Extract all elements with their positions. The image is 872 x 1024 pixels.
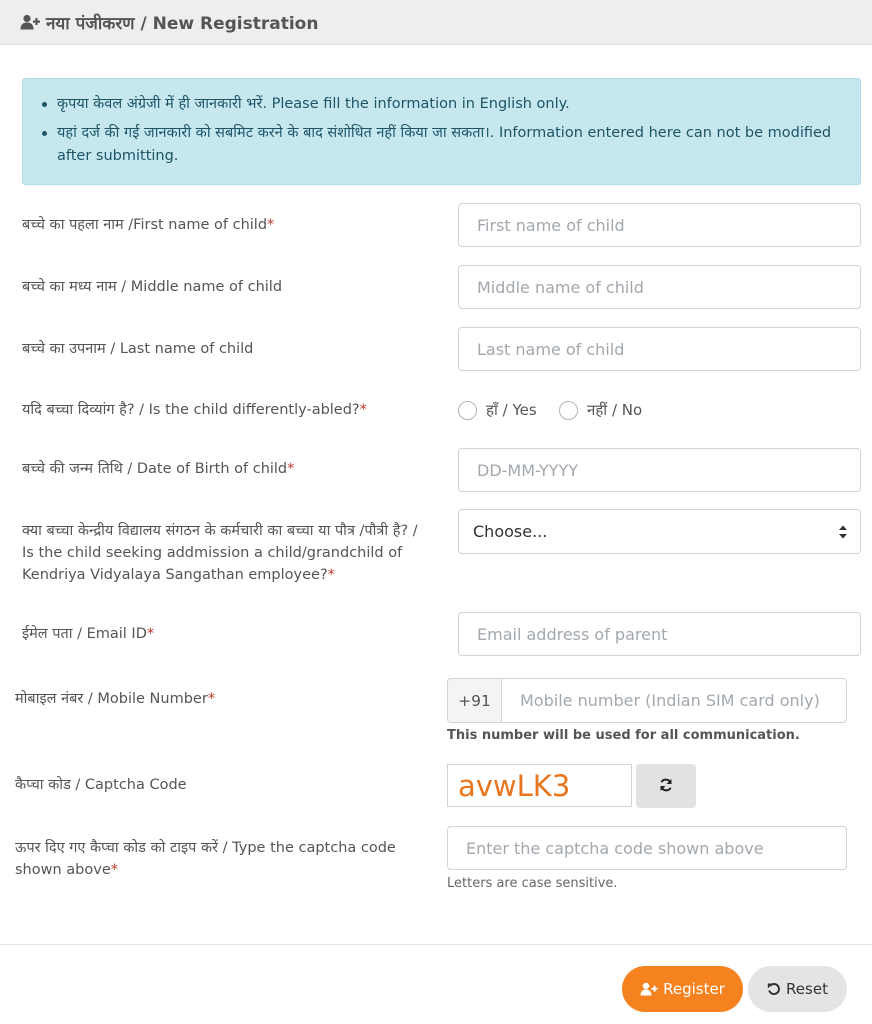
radio-no-circle[interactable] — [559, 401, 578, 420]
mobile-input[interactable] — [501, 678, 847, 723]
footer-divider — [0, 944, 872, 945]
captcha-input[interactable] — [447, 826, 847, 870]
kvs-child-select[interactable] — [458, 509, 861, 554]
captcha-label: कैप्चा कोड / Captcha Code — [15, 777, 187, 793]
add-user-icon — [20, 14, 40, 30]
radio-yes-circle[interactable] — [458, 401, 477, 420]
middle-name-label: बच्चे का मध्य नाम / Middle name of child — [22, 279, 283, 295]
dob-input[interactable] — [458, 448, 861, 492]
captcha-input-label: ऊपर दिए गए कैप्चा कोड को टाइप करें / Type the captcha code shown above* — [15, 840, 396, 878]
register-button[interactable] — [622, 966, 743, 1012]
add-user-icon — [640, 982, 658, 996]
radio-no-label: नहीं / No — [587, 401, 643, 419]
mobile-help-text: This number will be used for all communication. — [447, 728, 800, 743]
last-name-label: बच्चे का उपनाम / Last name of child — [22, 341, 254, 357]
kvs-child-label: क्या बच्चा केन्द्रीय विद्यालय संगठन के कर्मचारी का बच्चा या पौत्र /पौत्री है? / Is the child seeking addmission a child/grandchild of Kendriya Vidyalaya Sangathan employee?* — [22, 523, 418, 583]
email-input[interactable] — [458, 612, 861, 656]
radio-yes[interactable] — [458, 400, 537, 420]
page-title: नया पंजीकरण / New Registration — [46, 13, 319, 34]
email-label: ईमेल पता / Email ID* — [22, 626, 155, 642]
refresh-icon — [659, 777, 673, 796]
country-code-prefix: +91 — [447, 678, 502, 723]
reset-button[interactable] — [748, 966, 847, 1012]
register-label: Register — [663, 980, 725, 998]
refresh-captcha-button[interactable] — [636, 764, 696, 808]
dob-label: बच्चे की जन्म तिथि / Date of Birth of child* — [22, 461, 295, 477]
mobile-label: मोबाइल नंबर / Mobile Number* — [15, 691, 216, 707]
reset-label: Reset — [786, 980, 828, 998]
differently-abled-label: यदि बच्चा दिव्यांग है? / Is the child differently-abled?* — [22, 402, 367, 418]
radio-yes-label: हाँ / Yes — [486, 401, 537, 419]
first-name-input[interactable] — [458, 203, 861, 247]
page-header — [0, 0, 872, 45]
kvs-child-selected: Choose... — [473, 522, 548, 541]
select-arrows-icon — [838, 524, 848, 540]
info-alert — [22, 78, 861, 185]
first-name-label: बच्चे का पहला नाम /First name of child* — [22, 217, 275, 233]
info-line-english: कृपया केवल अंग्रेजी में ही जानकारी भरें. Please fill the information in English only. — [39, 93, 844, 116]
last-name-input[interactable] — [458, 327, 861, 371]
captcha-help-text: Letters are case sensitive. — [447, 876, 618, 891]
middle-name-input[interactable] — [458, 265, 861, 309]
radio-no[interactable] — [559, 400, 642, 420]
undo-icon — [767, 982, 781, 996]
info-line-no-modify: यहां दर्ज की गई जानकारी को सबमिट करने के बाद संशोधित नहीं किया जा सकता।. Information entered here can not be modified after submitting. — [39, 122, 844, 168]
captcha-image: avwLK3 — [447, 764, 632, 807]
